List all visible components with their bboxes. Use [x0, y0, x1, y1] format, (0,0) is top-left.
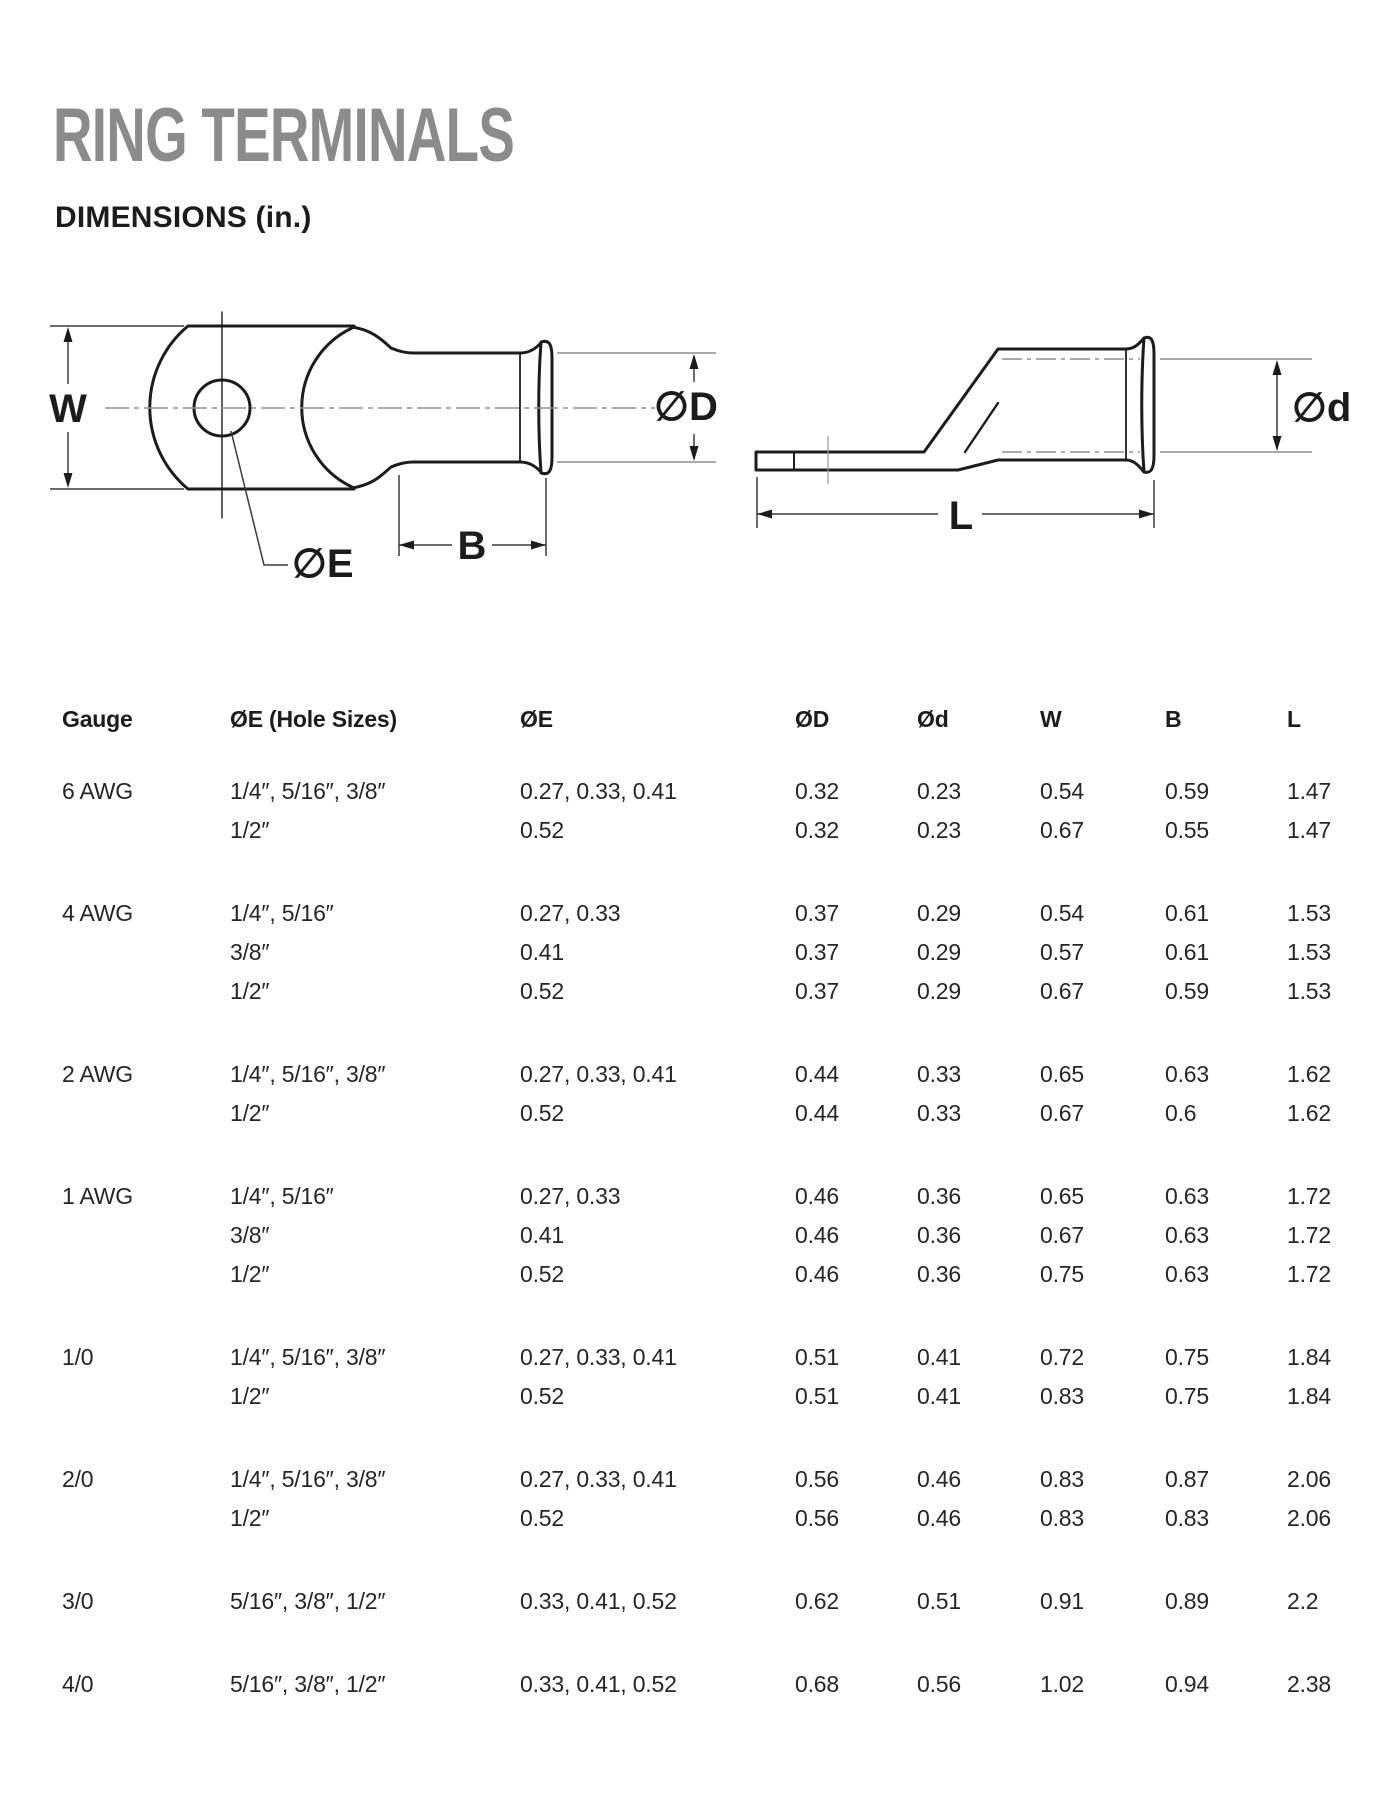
cell-oe: 0.33, 0.41, 0.52 — [520, 1588, 677, 1614]
cell-hole-sizes: 1/4″, 5/16″, 3/8″ — [230, 1061, 386, 1087]
cell-gauge — [62, 1499, 230, 1538]
cell-hole-sizes: 1/4″, 5/16″ — [230, 1183, 334, 1209]
cell-b: 0.63 — [1165, 1222, 1209, 1248]
cell-hole-sizes: 1/2″ — [230, 1383, 270, 1409]
cell-l: 1.62 — [1287, 1100, 1331, 1126]
cell-b: 0.63 — [1165, 1261, 1209, 1287]
header-hole-sizes: ØE (Hole Sizes) — [230, 706, 397, 732]
cell-l: 2.2 — [1287, 1588, 1319, 1614]
table-row — [0, 1499, 1400, 1538]
cell-oe: 0.52 — [520, 1505, 564, 1531]
header-b: B — [1165, 706, 1182, 732]
cell-l: 1.84 — [1287, 1383, 1331, 1409]
cell-od: 0.32 — [795, 817, 839, 843]
header-gauge: Gauge — [62, 706, 133, 732]
cell-oe: 0.27, 0.33, 0.41 — [520, 1466, 677, 1492]
cell-od-lower: 0.46 — [917, 1505, 961, 1531]
cell-oe: 0.52 — [520, 978, 564, 1004]
cell-hole-sizes: 1/4″, 5/16″, 3/8″ — [230, 1466, 386, 1492]
cell-od: 0.37 — [795, 939, 839, 965]
l-arrow-left — [757, 510, 772, 519]
cell-oe: 0.27, 0.33, 0.41 — [520, 1061, 677, 1087]
cell-w: 0.54 — [1040, 900, 1084, 926]
cell-w: 0.67 — [1040, 978, 1084, 1004]
cell-od: 0.44 — [795, 1061, 839, 1087]
cell-hole-sizes: 1/2″ — [230, 978, 270, 1004]
barrel-top-edge — [352, 327, 541, 353]
cell-b: 0.89 — [1165, 1588, 1209, 1614]
cell-w: 0.67 — [1040, 1222, 1084, 1248]
cell-oe: 0.27, 0.33, 0.41 — [520, 778, 677, 804]
cell-l: 1.72 — [1287, 1261, 1331, 1287]
page-title: RING TERMINALS — [53, 93, 515, 178]
cell-l: 1.72 — [1287, 1183, 1331, 1209]
header-w: W — [1040, 706, 1062, 732]
cell-od-lower: 0.23 — [917, 778, 961, 804]
cell-w: 0.67 — [1040, 817, 1084, 843]
cell-b: 0.61 — [1165, 939, 1209, 965]
table-row — [0, 1460, 1400, 1499]
cell-oe: 0.33, 0.41, 0.52 — [520, 1671, 677, 1697]
w-arrow-down — [64, 473, 73, 488]
cell-od-lower: 0.36 — [917, 1183, 961, 1209]
table-group-2awg — [0, 1055, 1400, 1133]
table-row — [0, 1094, 1400, 1133]
header-od: ØD — [795, 706, 830, 732]
table-row — [0, 1216, 1400, 1255]
od-arrow-down — [690, 446, 699, 461]
cell-l: 1.53 — [1287, 900, 1331, 926]
cell-gauge — [62, 811, 230, 850]
l-arrow-right — [1139, 510, 1154, 519]
cell-hole-sizes: 5/16″, 3/8″, 1/2″ — [230, 1671, 386, 1697]
cell-od-lower: 0.33 — [917, 1061, 961, 1087]
header-od-lower: Ød — [917, 706, 949, 732]
cell-b: 0.83 — [1165, 1505, 1209, 1531]
cell-b: 0.63 — [1165, 1061, 1209, 1087]
b-arrow-right — [531, 541, 546, 550]
cell-w: 0.65 — [1040, 1183, 1084, 1209]
cell-l: 1.47 — [1287, 817, 1331, 843]
cell-w: 1.02 — [1040, 1671, 1084, 1697]
table-row — [0, 933, 1400, 972]
table-row — [0, 1338, 1400, 1377]
table-row — [0, 772, 1400, 811]
section-heading: DIMENSIONS (in.) — [55, 201, 312, 234]
cell-oe: 0.41 — [520, 1222, 564, 1248]
side-outline — [756, 337, 1154, 472]
cell-hole-sizes: 3/8″ — [230, 939, 270, 965]
cell-od: 0.62 — [795, 1588, 839, 1614]
cell-w: 0.65 — [1040, 1061, 1084, 1087]
cell-gauge — [62, 1255, 230, 1294]
cell-b: 0.75 — [1165, 1344, 1209, 1370]
cell-gauge: 4 AWG — [62, 900, 133, 926]
cell-l: 1.72 — [1287, 1222, 1331, 1248]
cell-b: 0.75 — [1165, 1383, 1209, 1409]
cell-od: 0.44 — [795, 1100, 839, 1126]
od-arrow-up — [690, 354, 699, 369]
w-label: W — [49, 387, 87, 431]
table-group-4-0 — [0, 1665, 1400, 1704]
od2-arrow-up — [1273, 360, 1282, 375]
header-oe: ØE — [520, 706, 553, 732]
cell-b: 0.94 — [1165, 1671, 1209, 1697]
cell-od-lower: 0.29 — [917, 978, 961, 1004]
cell-gauge: 2 AWG — [62, 1061, 133, 1087]
cell-b: 0.55 — [1165, 817, 1209, 843]
header-l: L — [1287, 706, 1301, 732]
cell-hole-sizes: 1/4″, 5/16″, 3/8″ — [230, 1344, 386, 1370]
cell-b: 0.6 — [1165, 1100, 1197, 1126]
side-lip-inner — [1142, 338, 1144, 472]
cell-oe: 0.52 — [520, 1383, 564, 1409]
cell-od-lower: 0.56 — [917, 1671, 961, 1697]
table-row — [0, 1255, 1400, 1294]
cell-od-lower: 0.29 — [917, 900, 961, 926]
cell-w: 0.91 — [1040, 1588, 1084, 1614]
cell-hole-sizes: 1/2″ — [230, 817, 270, 843]
table-row — [0, 972, 1400, 1011]
dimensions-table — [0, 700, 1400, 1748]
cell-l: 1.53 — [1287, 939, 1331, 965]
cell-hole-sizes: 1/2″ — [230, 1100, 270, 1126]
od2-label: ∅d — [1292, 386, 1352, 430]
cell-od-lower: 0.51 — [917, 1588, 961, 1614]
table-row — [0, 1177, 1400, 1216]
cell-l: 2.06 — [1287, 1505, 1331, 1531]
cell-hole-sizes: 5/16″, 3/8″, 1/2″ — [230, 1588, 386, 1614]
cell-w: 0.72 — [1040, 1344, 1084, 1370]
cell-gauge: 2/0 — [62, 1466, 94, 1492]
cell-oe: 0.41 — [520, 939, 564, 965]
cell-hole-sizes: 1/4″, 5/16″ — [230, 900, 334, 926]
cell-od: 0.37 — [795, 978, 839, 1004]
cell-w: 0.75 — [1040, 1261, 1084, 1287]
cell-oe: 0.27, 0.33 — [520, 900, 621, 926]
cell-od: 0.37 — [795, 900, 839, 926]
cell-w: 0.83 — [1040, 1505, 1084, 1531]
b-arrow-left — [399, 541, 414, 550]
cell-w: 0.57 — [1040, 939, 1084, 965]
cell-gauge: 4/0 — [62, 1671, 94, 1697]
table-row — [0, 1377, 1400, 1416]
cell-oe: 0.27, 0.33, 0.41 — [520, 1344, 677, 1370]
cell-gauge — [62, 1377, 230, 1416]
table-row — [0, 811, 1400, 850]
cell-hole-sizes: 1/2″ — [230, 1505, 270, 1531]
cell-od: 0.51 — [795, 1383, 839, 1409]
cell-gauge: 6 AWG — [62, 778, 133, 804]
cell-od-lower: 0.29 — [917, 939, 961, 965]
cell-gauge — [62, 1094, 230, 1133]
od-label: ∅D — [654, 385, 718, 429]
cell-l: 2.06 — [1287, 1466, 1331, 1492]
cell-gauge — [62, 933, 230, 972]
table-group-1-0 — [0, 1338, 1400, 1416]
cell-hole-sizes: 3/8″ — [230, 1222, 270, 1248]
cell-w: 0.54 — [1040, 778, 1084, 804]
cell-l: 1.62 — [1287, 1061, 1331, 1087]
cell-l: 1.47 — [1287, 778, 1331, 804]
cell-l: 1.84 — [1287, 1344, 1331, 1370]
inner-diagonal — [965, 403, 998, 452]
cell-od: 0.46 — [795, 1261, 839, 1287]
table-row — [0, 1055, 1400, 1094]
b-label: B — [457, 524, 487, 568]
table-row — [0, 1582, 1400, 1621]
ring-terminal-side-view — [756, 337, 1154, 472]
cell-od: 0.46 — [795, 1222, 839, 1248]
cell-hole-sizes: 1/4″, 5/16″, 3/8″ — [230, 778, 386, 804]
barrel-bottom-edge — [352, 462, 541, 488]
cell-gauge — [62, 1216, 230, 1255]
cell-b: 0.61 — [1165, 900, 1209, 926]
cell-od-lower: 0.36 — [917, 1222, 961, 1248]
cell-w: 0.83 — [1040, 1383, 1084, 1409]
w-arrow-up — [64, 327, 73, 342]
table-group-1awg — [0, 1177, 1400, 1294]
table-row — [0, 894, 1400, 933]
cell-od: 0.56 — [795, 1466, 839, 1492]
cell-l: 1.53 — [1287, 978, 1331, 1004]
cell-od-lower: 0.46 — [917, 1466, 961, 1492]
cell-gauge: 3/0 — [62, 1588, 94, 1614]
cell-b: 0.63 — [1165, 1183, 1209, 1209]
l-label: L — [948, 494, 974, 538]
cell-b: 0.87 — [1165, 1466, 1209, 1492]
cell-od: 0.46 — [795, 1183, 839, 1209]
cell-w: 0.67 — [1040, 1100, 1084, 1126]
table-row — [0, 1665, 1400, 1704]
cell-oe: 0.52 — [520, 817, 564, 843]
cell-gauge: 1 AWG — [62, 1183, 133, 1209]
cell-b: 0.59 — [1165, 778, 1209, 804]
cell-od-lower: 0.41 — [917, 1383, 961, 1409]
cell-oe: 0.52 — [520, 1261, 564, 1287]
table-group-6awg — [0, 772, 1400, 850]
cell-l: 2.38 — [1287, 1671, 1331, 1697]
bore-centerlines — [1002, 359, 1312, 452]
cell-oe: 0.27, 0.33 — [520, 1183, 621, 1209]
oe-leader-line — [231, 431, 288, 565]
cell-od-lower: 0.36 — [917, 1261, 961, 1287]
table-header-row — [0, 700, 1400, 739]
cell-od-lower: 0.23 — [917, 817, 961, 843]
cell-od-lower: 0.33 — [917, 1100, 961, 1126]
cell-hole-sizes: 1/2″ — [230, 1261, 270, 1287]
cell-oe: 0.52 — [520, 1100, 564, 1126]
cell-od: 0.32 — [795, 778, 839, 804]
cell-od-lower: 0.41 — [917, 1344, 961, 1370]
cell-b: 0.59 — [1165, 978, 1209, 1004]
cell-od: 0.56 — [795, 1505, 839, 1531]
oe-label: ∅E — [292, 542, 354, 586]
od2-arrow-down — [1273, 436, 1282, 451]
table-group-4awg — [0, 894, 1400, 1011]
table-group-3-0 — [0, 1582, 1400, 1621]
cell-w: 0.83 — [1040, 1466, 1084, 1492]
ring-terminal-top-view — [150, 312, 552, 518]
cell-gauge — [62, 972, 230, 1011]
table-group-2-0 — [0, 1460, 1400, 1538]
cell-od: 0.51 — [795, 1344, 839, 1370]
cell-gauge: 1/0 — [62, 1344, 94, 1370]
cell-od: 0.68 — [795, 1671, 839, 1697]
